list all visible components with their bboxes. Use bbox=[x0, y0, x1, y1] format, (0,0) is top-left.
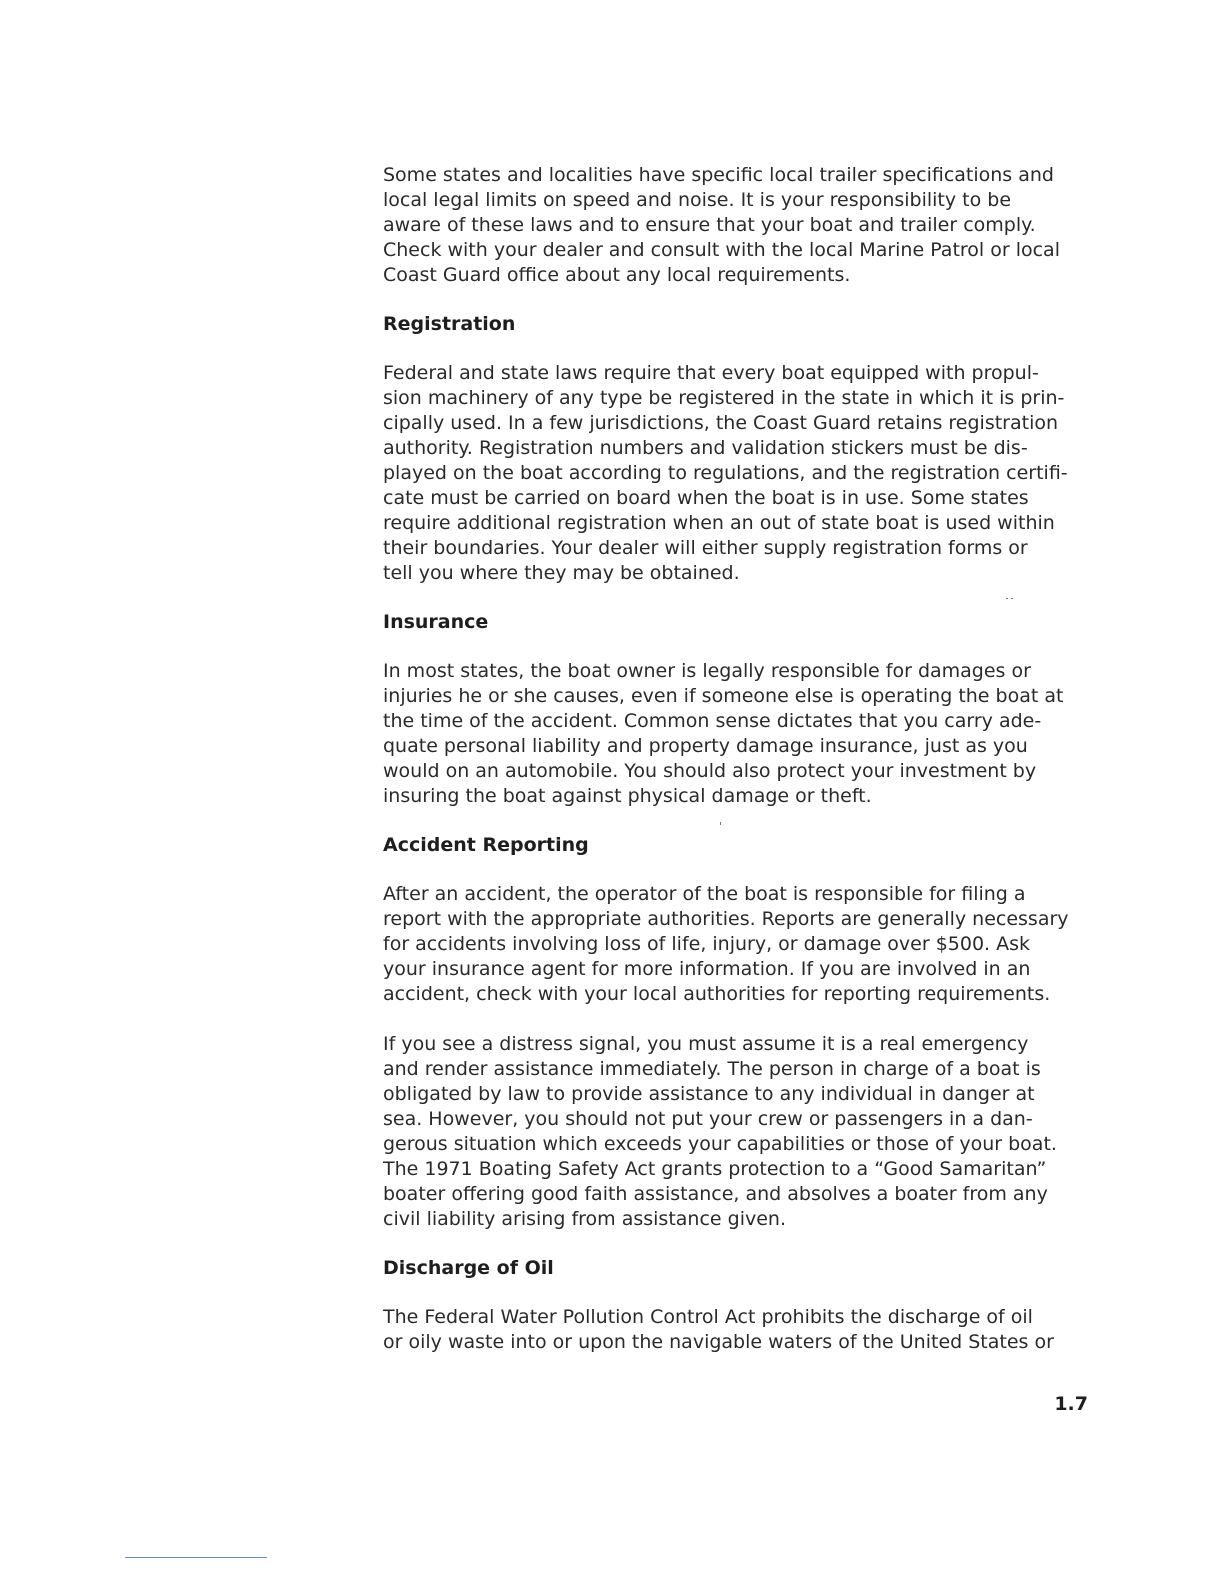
intro-line: Some states and localities have specific local trailer specifications and bbox=[383, 164, 1054, 186]
intro-line: Coast Guard office about any local requirements. bbox=[383, 264, 851, 286]
discharge-of-oil-paragraph bbox=[383, 1305, 1095, 1355]
accident-line: accident, check with your local authorities for reporting requirements. bbox=[383, 983, 1051, 1005]
insurance-line: quate personal liability and property damage insurance, just as you bbox=[383, 735, 1028, 757]
insurance-line: injuries he or she causes, even if someone else is operating the boat at bbox=[383, 685, 1064, 707]
accident-reporting-paragraph bbox=[383, 882, 1095, 1007]
distress-line: The 1971 Boating Safety Act grants protection to a “Good Samaritan” bbox=[383, 1158, 1047, 1180]
accident-line: for accidents involving loss of life, injury, or damage over $500. Ask bbox=[383, 933, 1031, 955]
distress-line: gerous situation which exceeds your capabilities or those of your boat. bbox=[383, 1133, 1057, 1155]
scan-speck bbox=[720, 822, 721, 825]
registration-line: tell you where they may be obtained. bbox=[383, 562, 740, 584]
oil-line: or oily waste into or upon the navigable waters of the United States or bbox=[383, 1331, 1054, 1353]
registration-line: authority. Registration numbers and validation stickers must be dis- bbox=[383, 437, 1028, 459]
registration-line: played on the boat according to regulations, and the registration certifi- bbox=[383, 462, 1068, 484]
insurance-paragraph bbox=[383, 659, 1095, 809]
registration-heading: Registration bbox=[383, 313, 516, 335]
registration-line: their boundaries. Your dealer will either supply registration forms or bbox=[383, 537, 1028, 559]
distress-line: If you see a distress signal, you must assume it is a real emergency bbox=[383, 1033, 1029, 1055]
distress-line: boater offering good faith assistance, and absolves a boater from any bbox=[383, 1183, 1048, 1205]
registration-paragraph bbox=[383, 361, 1095, 586]
accident-line: your insurance agent for more information. If you are involved in an bbox=[383, 958, 1031, 980]
registration-line: cate must be carried on board when the boat is in use. Some states bbox=[383, 487, 1029, 509]
insurance-heading: Insurance bbox=[383, 611, 489, 633]
distress-line: obligated by law to provide assistance to any individual in danger at bbox=[383, 1083, 1035, 1105]
footer-rule bbox=[125, 1557, 267, 1558]
distress-line: sea. However, you should not put your crew or passengers in a dan- bbox=[383, 1108, 1033, 1130]
insurance-line: would on an automobile. You should also protect your investment by bbox=[383, 760, 1037, 782]
accident-line: After an accident, the operator of the boat is responsible for filing a bbox=[383, 883, 1026, 905]
intro-line: local legal limits on speed and noise. It is your responsibility to be bbox=[383, 189, 1012, 211]
insurance-line: insuring the boat against physical damage or theft. bbox=[383, 785, 872, 807]
intro-line: aware of these laws and to ensure that your boat and trailer comply. bbox=[383, 214, 1036, 236]
intro-line: Check with your dealer and consult with the local Marine Patrol or local bbox=[383, 239, 1060, 261]
distress-signal-paragraph bbox=[383, 1032, 1095, 1232]
page-number: 1.7 bbox=[1054, 1393, 1088, 1415]
discharge-of-oil-heading: Discharge of Oil bbox=[383, 1257, 554, 1279]
scan-speck bbox=[1006, 598, 1008, 599]
registration-line: Federal and state laws require that every boat equipped with propul- bbox=[383, 362, 1039, 384]
intro-paragraph bbox=[383, 163, 1095, 288]
oil-line: The Federal Water Pollution Control Act prohibits the discharge of oil bbox=[383, 1306, 1033, 1328]
registration-line: sion machinery of any type be registered in the state in which it is prin- bbox=[383, 387, 1065, 409]
distress-line: and render assistance immediately. The person in charge of a boat is bbox=[383, 1058, 1041, 1080]
page-content bbox=[383, 163, 1095, 1355]
registration-line: cipally used. In a few jurisdictions, the Coast Guard retains registration bbox=[383, 412, 1059, 434]
registration-line: require additional registration when an out of state boat is used within bbox=[383, 512, 1055, 534]
insurance-line: the time of the accident. Common sense dictates that you carry ade- bbox=[383, 710, 1042, 732]
accident-line: report with the appropriate authorities. Reports are generally necessary bbox=[383, 908, 1069, 930]
insurance-line: In most states, the boat owner is legally responsible for damages or bbox=[383, 660, 1031, 682]
scan-speck bbox=[1011, 598, 1013, 599]
accident-reporting-heading: Accident Reporting bbox=[383, 834, 589, 856]
distress-line: civil liability arising from assistance given. bbox=[383, 1208, 786, 1230]
